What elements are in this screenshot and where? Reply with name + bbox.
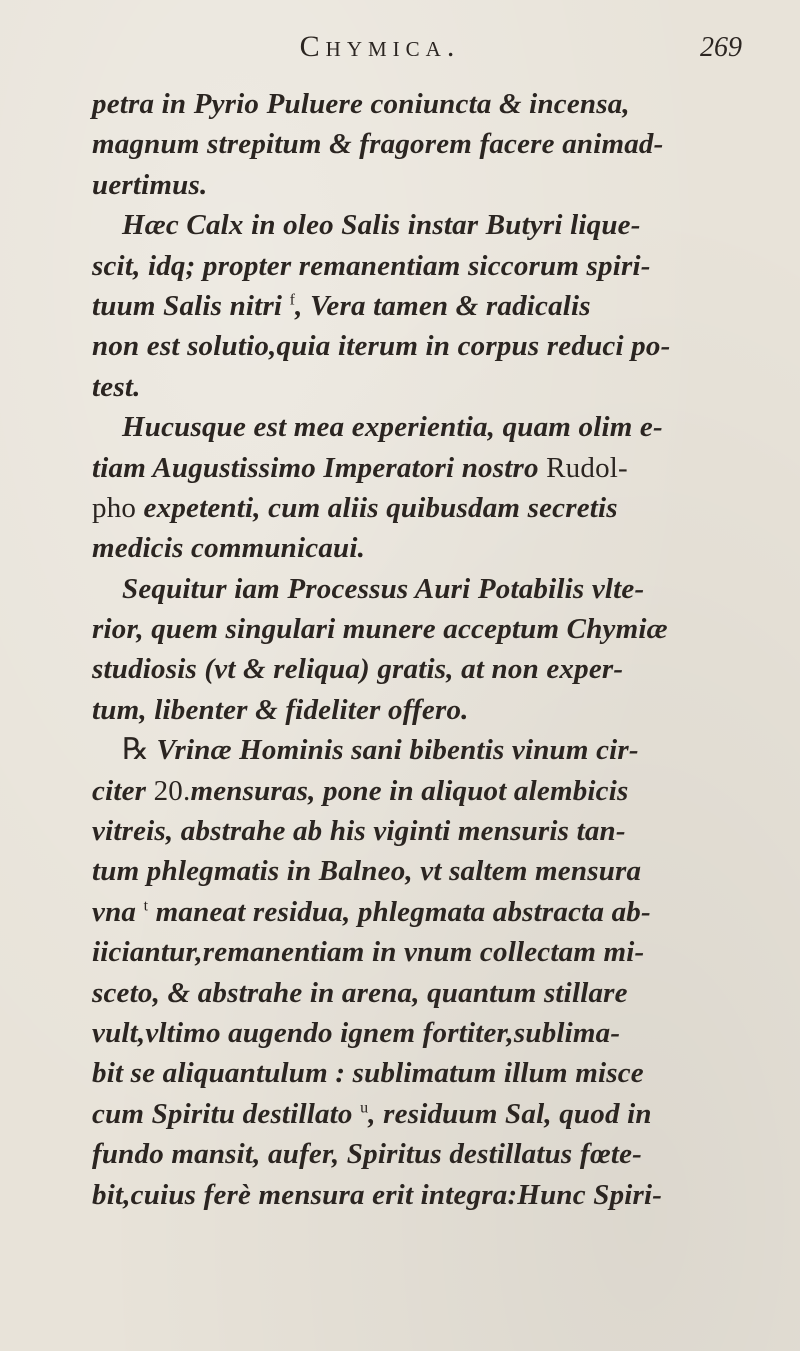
text-line [92,973,782,1013]
text-segment: pho [92,491,137,524]
body-text [92,84,782,1215]
text-segment: rior, quem singulari munere acceptum Chymiæ [92,613,668,646]
text-segment: , Vera tamen & radicalis [295,289,591,322]
text-line [92,730,782,770]
text-segment: citer [92,774,154,807]
text-segment: tuum Salis nitri [92,289,290,322]
text-segment: cum Spiritu destillato [92,1097,361,1130]
text-segment: scit, idq; propter remanentiam siccorum spiri- [92,249,651,282]
footnote-marker: f [289,291,296,309]
text-line [92,1094,782,1134]
text-segment: tum phlegmatis in Balneo, vt saltem mensura [92,855,642,888]
text-segment: tum, libenter & fideliter offero. [92,693,469,726]
text-line [92,246,782,286]
text-segment: studiosis (vt & reliqua) gratis, at non exper- [92,653,624,686]
text-line [92,649,782,689]
text-line [92,205,782,245]
text-line [92,1134,782,1174]
text-line [92,448,782,488]
page-number: 269 [700,32,742,63]
text-segment: vult,vltimo augendo ignem fortiter,sublima- [92,1016,621,1049]
text-segment: Sequitur iam Processus Auri Potabilis vlte- [122,572,645,605]
text-segment: tiam Augustissimo Imperatori nostro [92,451,547,484]
text-line [92,1175,782,1215]
text-line [92,326,782,366]
text-line [92,286,782,326]
text-line [92,609,782,649]
text-line [92,851,782,891]
text-segment: test. [92,370,141,403]
footnote-marker: u [360,1099,369,1117]
text-segment: bit se aliquantulum : sublimatum illum misce [92,1057,644,1090]
text-line [92,932,782,972]
text-line [92,569,782,609]
page-header [0,30,800,74]
text-line [92,407,782,447]
text-segment: non est solutio,quia iterum in corpus reduci po- [92,330,671,363]
text-segment: Vrinæ Hominis sani bibentis vinum cir- [149,734,639,767]
text-line [92,892,782,932]
text-segment: Hæc Calx in oleo Salis instar Butyri lique- [122,209,641,242]
text-line [92,124,782,164]
text-segment: expetenti, cum aliis quibusdam secretis [136,491,618,524]
footnote-marker: t [143,897,149,915]
text-line [92,771,782,811]
text-segment: bit,cuius ferè mensura erit integra:Hunc Spiri- [92,1178,663,1211]
text-line [92,811,782,851]
text-segment: Rudol- [546,451,628,484]
running-head: Chymica. [299,30,461,63]
recipe-symbol: ℞ [122,733,150,767]
text-segment: iiciantur,remanentiam in vnum collectam mi- [92,936,645,969]
text-line [92,488,782,528]
text-line [92,690,782,730]
text-segment: medicis communicaui. [92,532,366,565]
text-segment: , residuum Sal, quod in [368,1097,652,1130]
text-segment: magnum strepitum & fragorem facere animad- [92,128,664,161]
text-line [92,1053,782,1093]
text-line [92,367,782,407]
text-line [92,1013,782,1053]
text-segment: uertimus. [92,168,208,201]
text-segment: mensuras, pone in aliquot alembicis [190,774,629,807]
text-segment: fundo mansit, aufer, Spiritus destillatus fœte- [92,1138,643,1171]
text-segment: vitreis, abstrahe ab his viginti mensuris tan- [92,815,626,848]
text-segment: maneat residua, phlegmata abstracta ab- [148,895,651,928]
text-line [92,84,782,124]
text-segment: Hucusque est mea experientia, quam olim e- [122,411,663,444]
text-segment: sceto, & abstrahe in arena, quantum stillare [92,976,628,1009]
text-line [92,528,782,568]
text-segment: 20. [153,774,191,807]
text-line [92,165,782,205]
text-segment: vna [92,895,144,928]
text-segment: petra in Pyrio Puluere coniuncta & incensa, [92,88,630,120]
